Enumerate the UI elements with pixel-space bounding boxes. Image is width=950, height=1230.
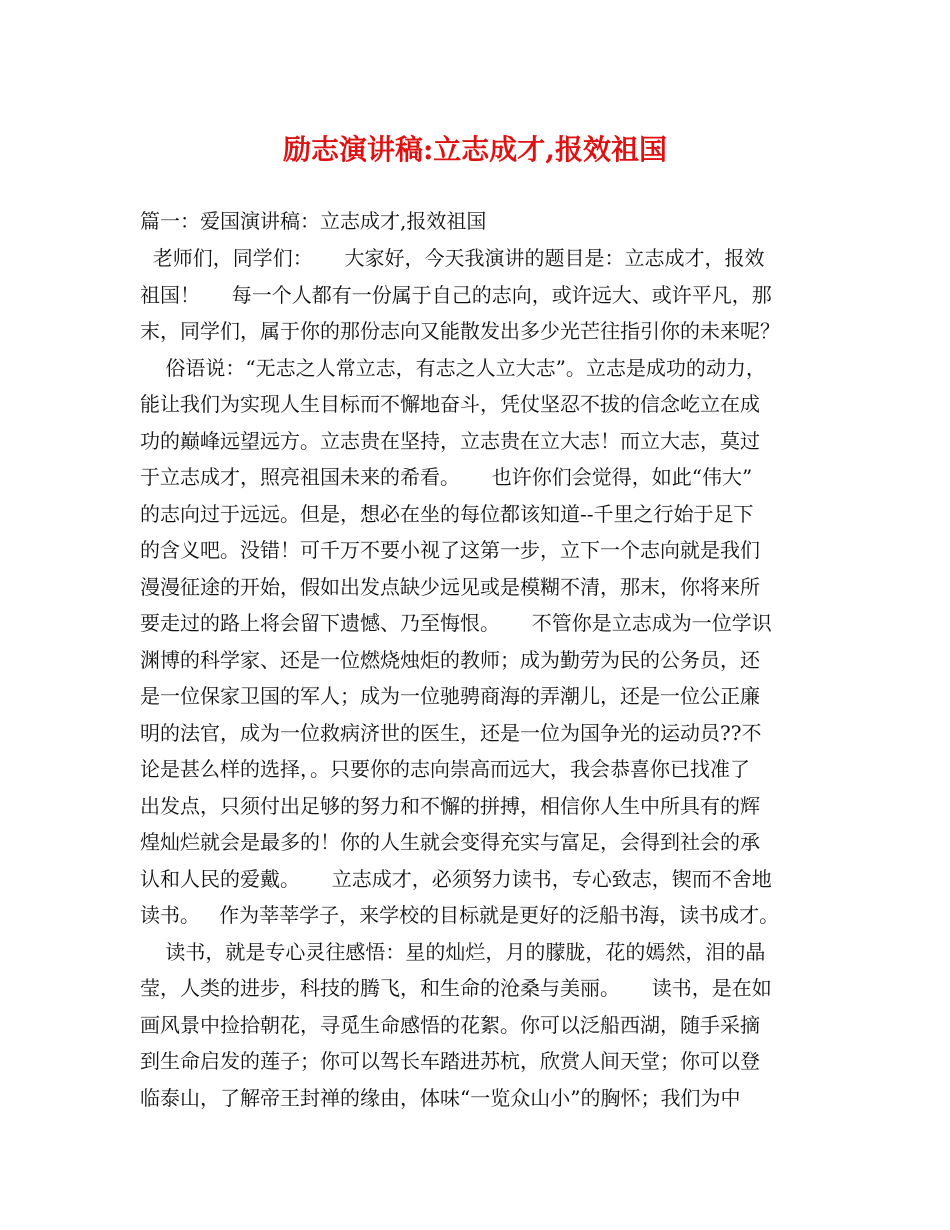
document-subtitle: 篇一：爱国演讲稿：立志成才,报效祖国 bbox=[140, 209, 487, 233]
body-line: 临泰山，了解帝王封禅的缘由，体味“一览众山小”的胸怀；我们为中 bbox=[140, 1085, 741, 1110]
body-line: 要走过的路上将会留下遗憾、乃至悔恨。 不管你是立志成为一位学识 bbox=[140, 611, 772, 635]
body-line: 老师们，同学们： 大家好，今天我演讲的题目是：立志成才，报效 bbox=[140, 246, 765, 270]
body-line: 出发点，只须付出足够的努力和不懈的拼搏，相信你人生中所具有的辉 bbox=[140, 793, 760, 818]
body-line: 煌灿烂就会是最多的！你的人生就会变得充实与富足，会得到社会的承 bbox=[140, 830, 760, 854]
body-line: 明的法官，成为一位救病济世的医生，还是一位为国争光的运动员??不 bbox=[140, 720, 762, 745]
document-title: 励志演讲稿:立志成才,报效祖国 bbox=[282, 133, 668, 166]
body-line: 的志向过于远远。但是，想必在坐的每位都该知道--千里之行始于足下 bbox=[140, 501, 754, 526]
body-line: 祖国！ 每一个人都有一份属于自己的志向，或许远大、或许平凡，那 bbox=[140, 282, 772, 307]
body-line: 认和人民的爱戴。 立志成才，必须努力读书，专心致志，锲而不舍地 bbox=[140, 866, 772, 891]
document-body bbox=[140, 240, 830, 1116]
body-line: 于立志成才，照亮祖国未来的希看。 也许你们会觉得，如此“伟大” bbox=[140, 465, 753, 489]
body-line: 渊博的科学家、还是一位燃烧烛炬的教师；成为勤劳为民的公务员，还 bbox=[140, 647, 760, 672]
body-line: 是一位保家卫国的军人；成为一位驰骋商海的弄潮儿，还是一位公正廉 bbox=[140, 684, 760, 708]
body-line: 末，同学们，属于你的那份志向又能散发出多少光芒往指引你的未来呢？ bbox=[140, 319, 780, 343]
body-line: 能让我们为实现人生目标而不懈地奋斗，凭仗坚忍不拔的信念屹立在成 bbox=[140, 392, 760, 416]
body-line: 论是甚么样的选择，。只要你的志向崇高而远大，我会恭喜你已找准了 bbox=[140, 757, 750, 781]
body-line: 到生命启发的莲子；你可以驾长车踏进苏杭，欣赏人间天堂；你可以登 bbox=[140, 1049, 760, 1073]
body-line: 的含义吧。没错！可千万不要小视了这第一步，立下一个志向就是我们 bbox=[140, 538, 760, 562]
body-line: 读书。 作为莘莘学子，来学校的目标就是更好的泛船书海，读书成才。 bbox=[140, 903, 780, 927]
body-line: 漫漫征途的开始，假如出发点缺少远见或是模糊不清，那末，你将来所 bbox=[140, 574, 760, 599]
body-line: 读书，就是专心灵往感悟：星的灿烂，月的朦胧，花的嫣然，泪的晶 bbox=[140, 939, 766, 964]
body-line: 俗语说：“无志之人常立志，有志之人立大志”。立志是成功的动力， bbox=[140, 355, 766, 380]
body-line: 画风景中捡拾朝花，寻觅生命感悟的花絮。你可以泛船西湖，随手采摘 bbox=[140, 1012, 760, 1037]
body-line: 功的巅峰远望远方。立志贵在坚持，立志贵在立大志！而立大志，莫过 bbox=[140, 428, 760, 453]
body-line: 莹，人类的进步，科技的腾飞，和生命的沧桑与美丽。 读书，是在如 bbox=[140, 976, 772, 1000]
